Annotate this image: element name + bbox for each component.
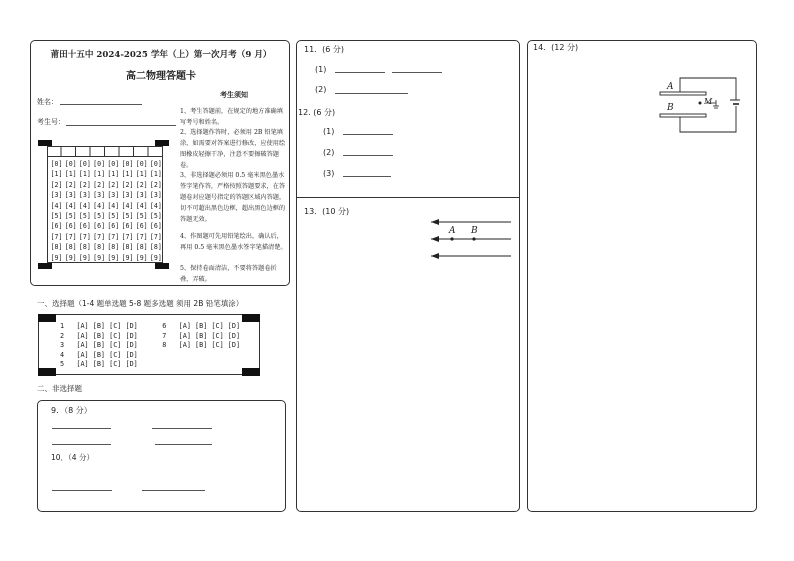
arrow-head-icon — [431, 253, 439, 259]
id-digit-bubble[interactable]: [5] — [64, 212, 77, 221]
id-digit-bubble[interactable]: [9] — [121, 253, 134, 262]
point-m-label: M — [704, 97, 713, 106]
id-digit-bubble[interactable]: [8] — [149, 243, 162, 252]
q10-label: 10．（4 分） — [51, 453, 94, 462]
notes-item: 3、非选择题必须用 0.5 毫米黑色墨水签字笔作答，严格按照答题要求，在答题卷对应题号指定的答题区域内答题，切不可超出黑色边框，超出黑色边框的答题无效。 — [180, 172, 286, 223]
id-digit-bubble[interactable]: [5] — [107, 212, 120, 221]
id-digit-bubble[interactable]: [0] — [93, 160, 106, 168]
id-digit-bubble[interactable]: [0] — [64, 160, 77, 168]
id-digit-bubble[interactable]: [0] — [78, 160, 91, 168]
id-digit-bubble[interactable]: [0] — [121, 160, 134, 168]
id-digit-bubble[interactable]: [1] — [93, 170, 106, 179]
point-a-label: A — [449, 226, 456, 236]
id-digit-bubble[interactable]: [3] — [78, 191, 91, 200]
id-digit-bubble[interactable]: [1] — [135, 170, 148, 179]
q12-part1: (1) — [323, 127, 335, 136]
id-digit-bubble[interactable]: [0] — [135, 160, 148, 168]
id-digit-bubble[interactable]: [3] — [93, 191, 106, 200]
id-digit-bubble[interactable]: [8] — [50, 243, 63, 252]
notes-item: 4、作图题可先用铅笔绘出，确认后，再用 0.5 毫米黑色墨水签字笔描清楚。 — [180, 233, 287, 251]
mc-row[interactable]: 2 [A] [B] [C] [D] 7 [A] [B] [C] [D] — [60, 331, 241, 340]
q12-part3: (3) — [323, 169, 335, 178]
q11-label: 11．(6 分) — [304, 45, 345, 54]
corner-mark — [38, 314, 56, 322]
id-digit-bubble[interactable]: [6] — [93, 222, 106, 231]
id-digit-column[interactable] — [149, 159, 162, 263]
id-digit-bubble[interactable]: [7] — [149, 232, 162, 241]
q12-part2: (2) — [323, 148, 335, 157]
plate-a-label: A — [667, 82, 674, 92]
id-digit-bubble[interactable]: [4] — [149, 201, 162, 210]
id-digit-bubble[interactable]: [6] — [121, 222, 134, 231]
answer-blank[interactable] — [142, 490, 205, 491]
q11-part1: (1) — [315, 65, 327, 74]
answer-blank[interactable] — [343, 155, 393, 156]
id-digit-bubble[interactable]: [5] — [93, 212, 106, 221]
section1-heading: 一、选择题（1-4 题单选题 5-8 题多选题 须用 2B 铅笔填涂） — [37, 299, 244, 308]
card-title: 高二物理答题卡 — [126, 71, 196, 82]
id-digit-column[interactable] — [135, 159, 148, 263]
id-digit-bubble[interactable]: [4] — [78, 201, 91, 210]
id-digit-column[interactable] — [64, 159, 77, 263]
plate-b — [660, 114, 706, 117]
answer-blank[interactable] — [52, 490, 112, 491]
id-digit-bubble[interactable]: [1] — [149, 170, 162, 179]
id-digit-column[interactable] — [121, 159, 134, 263]
id-digit-bubble[interactable]: [2] — [78, 180, 91, 189]
q12-label: 12. (6 分) — [298, 108, 336, 117]
id-digit-bubble[interactable]: [7] — [135, 232, 148, 241]
id-digit-bubble[interactable]: [2] — [93, 180, 106, 189]
corner-mark — [38, 263, 52, 269]
id-digit-bubble[interactable]: [2] — [135, 180, 148, 189]
id-digit-bubble[interactable]: [4] — [50, 201, 63, 210]
id-digit-bubble[interactable]: [3] — [64, 191, 77, 200]
exam-title: 莆田十五中 2024-2025 学年（上）第一次月考（9 月） — [50, 50, 272, 60]
id-digit-bubble[interactable]: [3] — [149, 191, 162, 200]
id-digit-column[interactable] — [50, 159, 63, 263]
id-digit-bubble[interactable]: [0] — [107, 160, 120, 168]
id-digit-bubble[interactable]: [6] — [135, 222, 148, 231]
id-digit-bubble[interactable]: [5] — [149, 212, 162, 221]
id-digit-bubble[interactable]: [2] — [149, 180, 162, 189]
id-digit-column[interactable] — [93, 159, 106, 263]
q11-part2: (2) — [315, 85, 327, 94]
id-digit-bubble[interactable]: [2] — [50, 180, 63, 189]
id-digit-bubble[interactable]: [2] — [107, 180, 120, 189]
id-digit-bubble[interactable]: [1] — [50, 170, 63, 179]
id-digit-bubble[interactable]: [7] — [121, 232, 134, 241]
id-digit-bubble[interactable]: [0] — [149, 160, 162, 168]
id-digit-bubble[interactable]: [4] — [64, 201, 77, 210]
id-digit-bubble[interactable]: [8] — [64, 243, 77, 252]
divider — [296, 197, 520, 198]
id-digit-bubble[interactable]: [5] — [121, 212, 134, 221]
id-label: 考生号： — [37, 118, 65, 126]
notes-item: 5、保持卷面清洁，不要将答题卷折叠，弄破。 — [180, 265, 277, 283]
answer-blank[interactable] — [392, 72, 442, 73]
id-digit-bubble[interactable]: [9] — [107, 253, 120, 262]
id-digit-bubble[interactable]: [1] — [107, 170, 120, 179]
id-digit-bubble[interactable]: [8] — [93, 243, 106, 252]
q9-label: 9．（8 分） — [51, 406, 92, 415]
id-digit-bubble[interactable]: [3] — [121, 191, 134, 200]
id-digit-bubble[interactable]: [5] — [50, 212, 63, 221]
point-m-dot — [699, 102, 702, 105]
id-digit-bubble[interactable]: [8] — [121, 243, 134, 252]
point-b-dot — [472, 237, 475, 240]
id-digit-bubble[interactable]: [6] — [107, 222, 120, 231]
mc-row[interactable]: 4 [A] [B] [C] [D] — [60, 350, 138, 359]
wire — [680, 106, 736, 132]
corner-mark — [242, 314, 260, 322]
id-digit-bubble[interactable]: [3] — [50, 191, 63, 200]
field-lines-figure — [428, 215, 514, 263]
corner-mark — [38, 368, 56, 376]
id-digit-bubble[interactable]: [9] — [93, 253, 106, 262]
point-a-dot — [450, 237, 453, 240]
name-label: 姓名： — [37, 98, 58, 106]
answer-blank[interactable] — [152, 428, 212, 429]
corner-mark — [242, 368, 260, 376]
arrow-head-icon — [431, 219, 439, 225]
id-digit-bubble[interactable]: [4] — [93, 201, 106, 210]
notes-item: 1、考生答题前，在规定的地方准确填写考号和姓名。 — [180, 108, 283, 126]
plate-b-label: B — [667, 103, 674, 113]
id-digit-bubble[interactable]: [8] — [135, 243, 148, 252]
id-digit-bubble[interactable]: [3] — [135, 191, 148, 200]
id-digit-bubble[interactable]: [5] — [135, 212, 148, 221]
id-field[interactable] — [66, 125, 176, 126]
mc-row[interactable]: 1 [A] [B] [C] [D] 6 [A] [B] [C] [D] — [60, 322, 241, 330]
id-digit-bubble[interactable]: [1] — [64, 170, 77, 179]
id-digit-bubble[interactable]: [2] — [121, 180, 134, 189]
id-digit-bubble[interactable]: [4] — [107, 201, 120, 210]
id-digit-bubble[interactable]: [7] — [93, 232, 106, 241]
mc-row[interactable]: 3 [A] [B] [C] [D] 8 [A] [B] [C] [D] — [60, 341, 241, 349]
id-digit-bubble[interactable]: [4] — [121, 201, 134, 210]
id-digit-bubble[interactable]: [7] — [107, 232, 120, 241]
id-digit-bubble[interactable]: [6] — [149, 222, 162, 231]
id-digit-bubble[interactable]: [5] — [78, 212, 91, 221]
name-field[interactable] — [60, 104, 142, 105]
id-digit-bubble[interactable]: [9] — [149, 253, 162, 262]
id-digit-bubble[interactable]: [6] — [64, 222, 77, 231]
answer-blank[interactable] — [52, 428, 111, 429]
id-digit-bubble[interactable]: [1] — [121, 170, 134, 179]
id-digit-bubble[interactable]: [6] — [50, 222, 63, 231]
answer-blank[interactable] — [335, 72, 385, 73]
mc-row[interactable]: 5 [A] [B] [C] [D] — [60, 360, 138, 368]
id-digit-bubble[interactable]: [0] — [50, 160, 63, 168]
answer-blank[interactable] — [52, 444, 111, 445]
point-b-label: B — [471, 226, 478, 236]
id-digit-bubble[interactable]: [9] — [135, 253, 148, 262]
plate-a — [660, 92, 706, 95]
id-digit-bubble[interactable]: [2] — [64, 180, 77, 189]
answer-blank[interactable] — [155, 444, 212, 445]
section2-heading: 二、非选择题 — [37, 384, 82, 393]
q13-label: 13．(10 分) — [304, 207, 350, 216]
id-digit-bubble[interactable]: [3] — [107, 191, 120, 200]
arrow-head-icon — [431, 236, 439, 242]
answer-blank[interactable] — [343, 176, 391, 177]
id-digit-column[interactable] — [107, 159, 120, 263]
id-digit-bubble[interactable]: [9] — [64, 253, 77, 262]
id-digit-bubble[interactable]: [4] — [135, 201, 148, 210]
corner-mark — [155, 263, 169, 269]
id-digit-bubble[interactable]: [7] — [50, 232, 63, 241]
notes-item: 2、选择题作答时，必须用 2B 铅笔填涂，如需要对答案进行修改，应使用绘图橡皮轻擦干净，注意不要擦破答题卷。 — [180, 129, 286, 169]
id-digit-bubble[interactable]: [8] — [107, 243, 120, 252]
id-digit-column[interactable] — [78, 159, 91, 263]
id-digit-bubble[interactable]: [7] — [78, 232, 91, 241]
id-digit-bubble[interactable]: [7] — [64, 232, 77, 241]
id-digit-bubble[interactable]: [1] — [78, 170, 91, 179]
answer-blank[interactable] — [335, 93, 408, 94]
id-digit-bubble[interactable]: [9] — [50, 253, 63, 262]
notes-title: 考生须知 — [220, 90, 248, 99]
id-digit-bubble[interactable]: [8] — [78, 243, 91, 252]
id-digit-bubble[interactable]: [9] — [78, 253, 91, 262]
q14-label: 14．(12 分) — [533, 43, 579, 52]
answer-blank[interactable] — [343, 134, 393, 135]
id-digit-bubble[interactable]: [6] — [78, 222, 91, 231]
id-write-row[interactable] — [47, 146, 163, 157]
